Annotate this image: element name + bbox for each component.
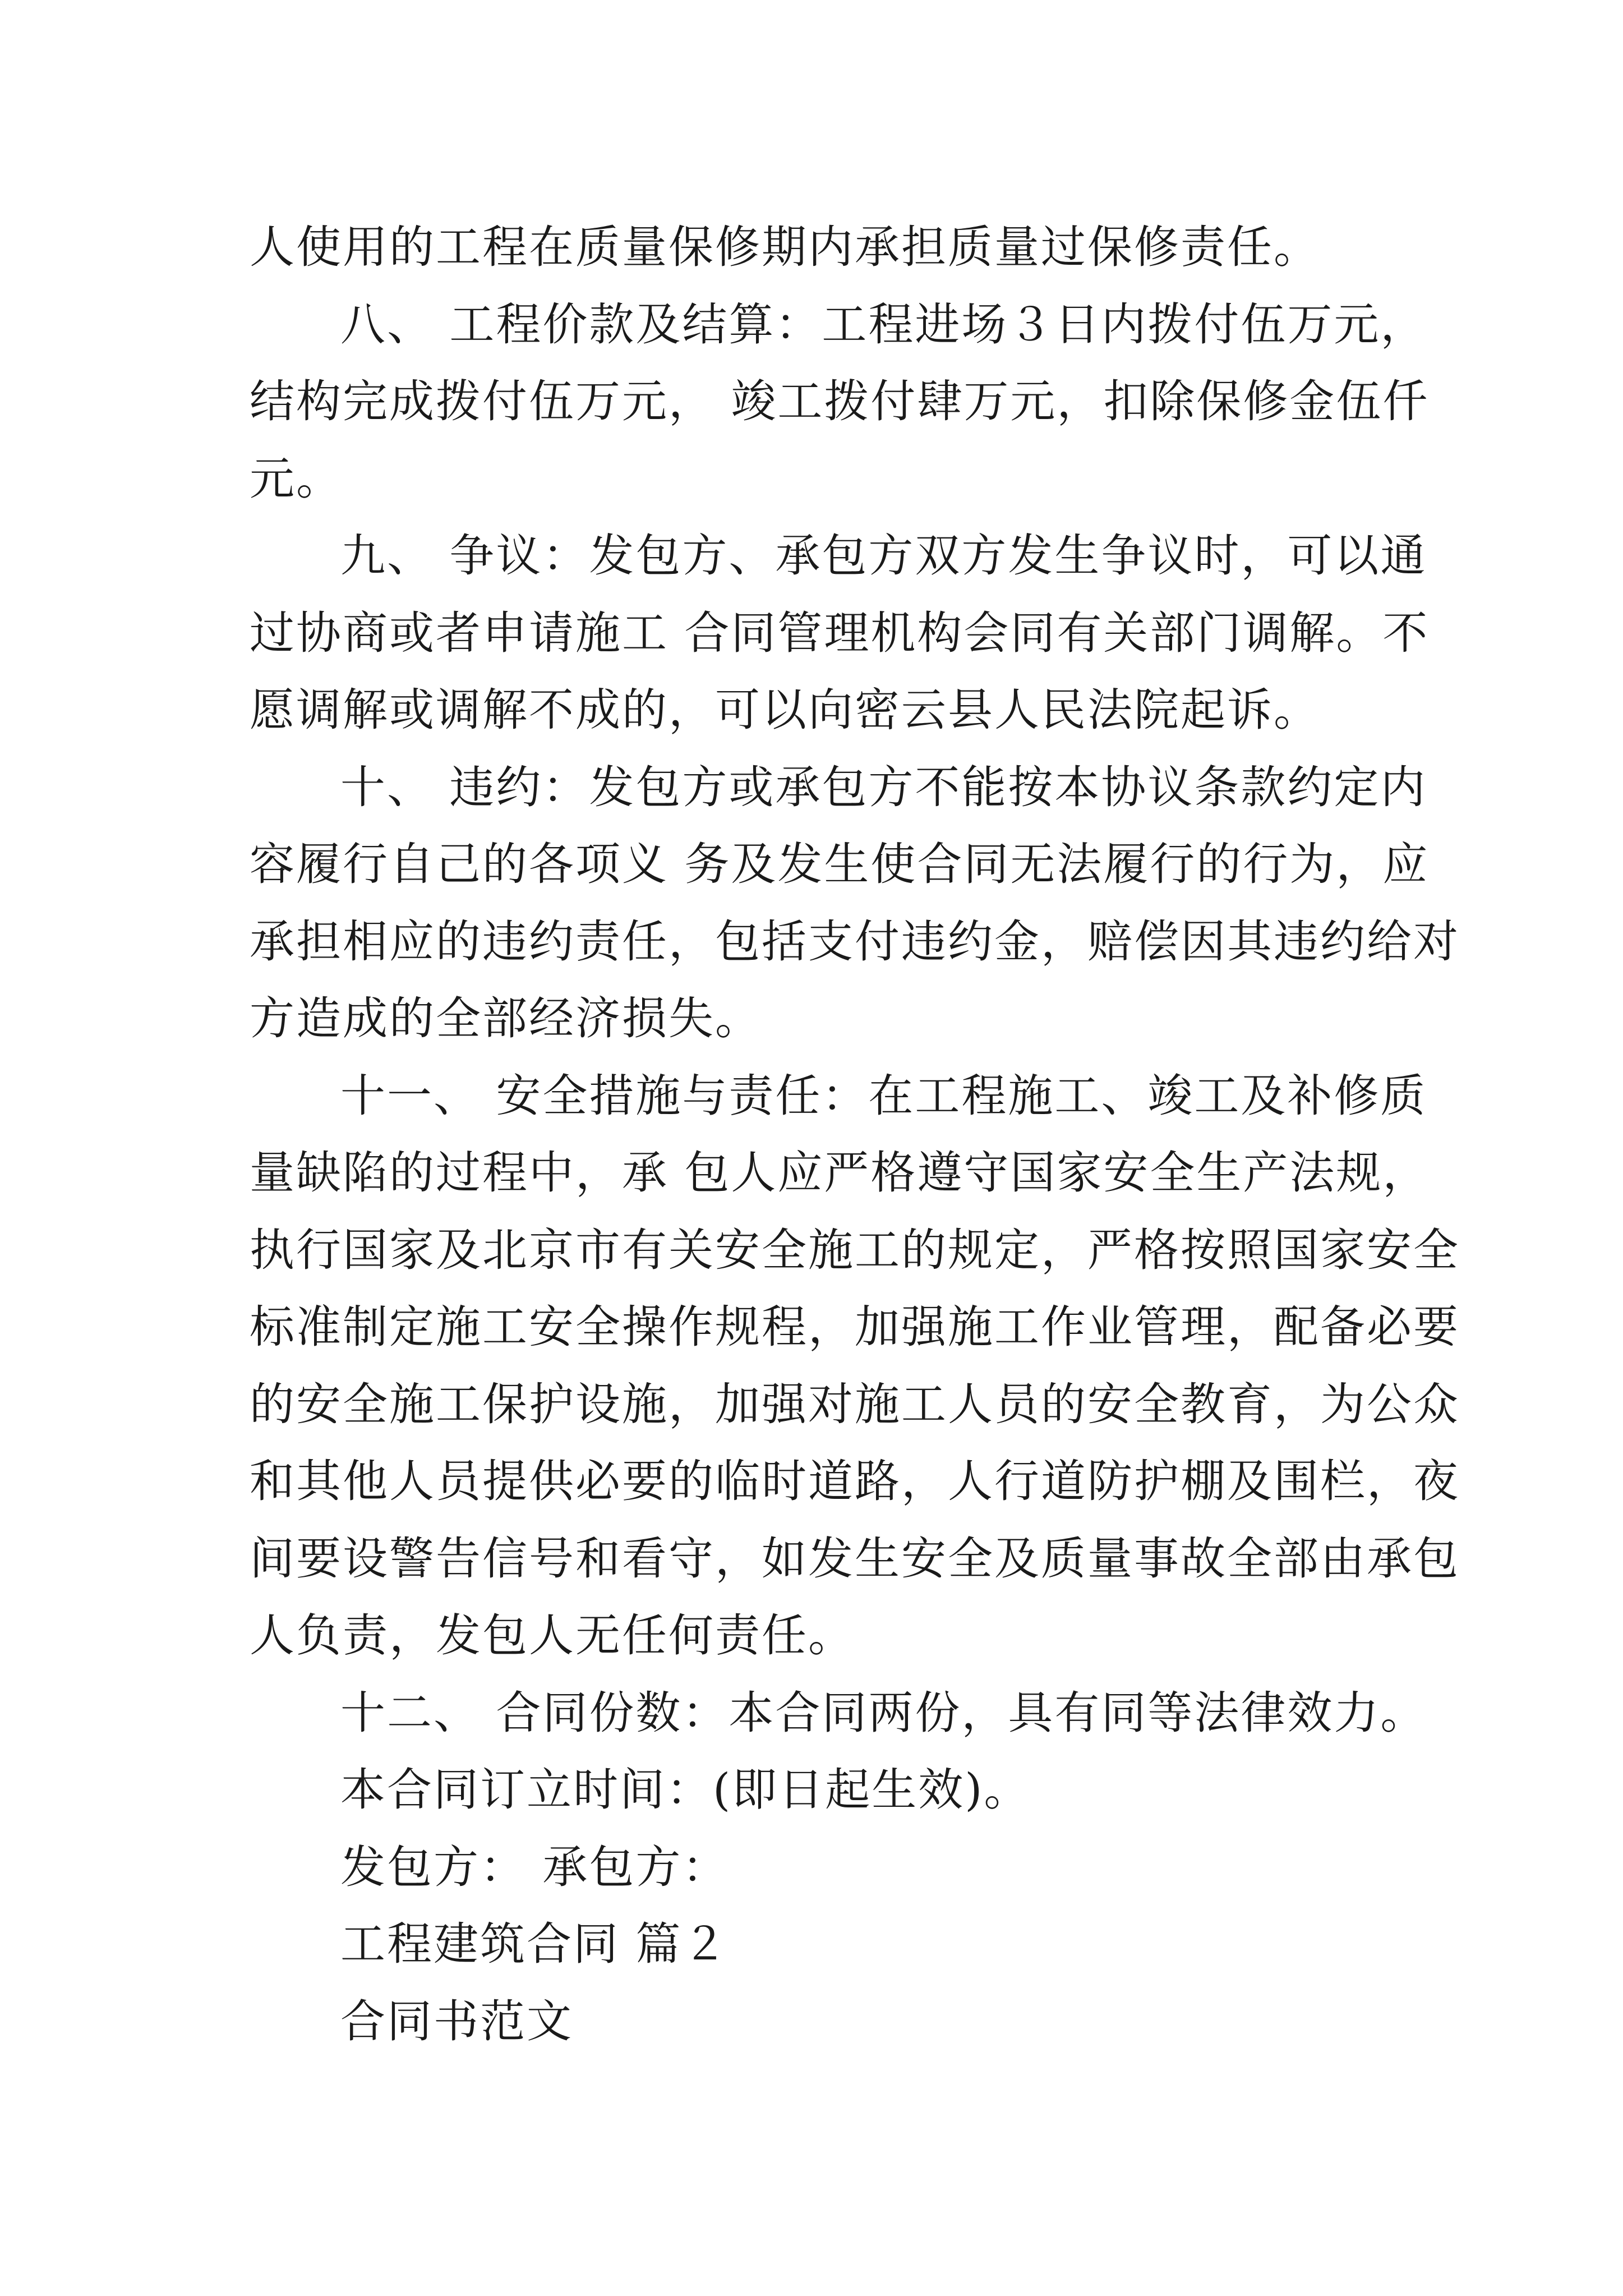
- clause-8-line: 元。: [250, 452, 343, 505]
- clause-11-line: 量缺陷的过程中，承 包人应严格遵守国家安全生产法规，: [250, 1147, 1430, 1199]
- clause-10-line: 承担相应的违约责任，包括支付违约金，赔偿因其违约给对: [250, 915, 1460, 968]
- clause-9-line: 愿调解或调解不成的，可以向密云县人民法院起诉。: [250, 684, 1320, 736]
- clause-9-heading-line: 九、 争议：发包方、承包方双方发生争议时，可以通: [340, 530, 1427, 582]
- clause-11-line: 间要设警告信号和看守，如发生安全及质量事故全部由承包: [250, 1532, 1460, 1585]
- clause-10-heading-line: 十、 违约：发包方或承包方不能按本协议条款约定内: [340, 761, 1427, 813]
- clause-11-line: 的安全施工保护设施，加强对施工人员的安全教育，为公众: [250, 1378, 1460, 1430]
- clause-11-line: 人负责，发包人无任何责任。: [250, 1609, 855, 1662]
- clause-10-line: 容履行自己的各项义 务及发生使合同无法履行的行为，应: [250, 838, 1430, 890]
- clause-11-line: 标准制定施工安全操作规程，加强施工作业管理，配备必要: [250, 1301, 1460, 1353]
- paragraph-line-warranty-end: 人使用的工程在质量保修期内承担质量过保修责任。: [250, 221, 1320, 273]
- clause-9-line: 过协商或者申请施工 合同管理机构会同有关部门调解。不: [250, 606, 1430, 659]
- section-title-line: 工程建筑合同 篇２: [340, 1918, 729, 1970]
- clause-11-line: 执行国家及北京市有关安全施工的规定，严格按照国家安全: [250, 1223, 1460, 1276]
- contract-date-line: 本合同订立时间：(即日起生效)。: [340, 1764, 1031, 1816]
- clause-10-line: 方造成的全部经济损失。: [250, 992, 762, 1045]
- clause-11-heading-line: 十一、 安全措施与责任：在工程施工、竣工及补修质: [340, 1069, 1427, 1122]
- clause-8-line: 结构完成拨付伍万元， 竣工拨付肆万元，扣除保修金伍仟: [250, 375, 1430, 427]
- clause-8-heading-line: 八、 工程价款及结算：工程进场３日内拨付伍万元，: [340, 298, 1427, 351]
- document-body: [250, 209, 1460, 2060]
- signature-parties-line: 发包方： 承包方：: [340, 1841, 729, 1893]
- clause-12-heading-line: 十二、 合同份数：本合同两份，具有同等法律效力。: [340, 1686, 1427, 1739]
- section-subtitle-line: 合同书范文: [340, 1995, 573, 2047]
- clause-11-line: 和其他人员提供必要的临时道路，人行道防护棚及围栏，夜: [250, 1455, 1460, 1507]
